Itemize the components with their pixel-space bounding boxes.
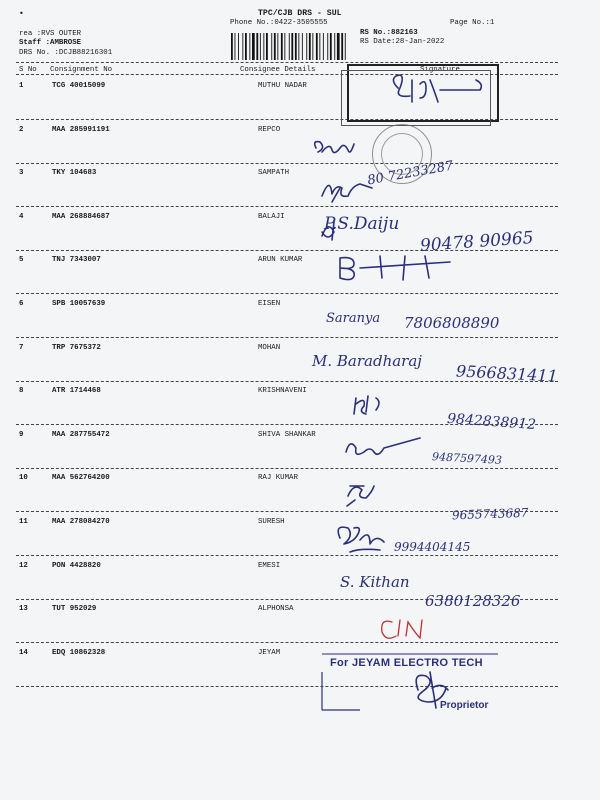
col-consignment: Consignment No: [50, 66, 113, 74]
signature-row-1: [393, 75, 481, 102]
area-label: rea :RVS OUTER: [19, 30, 82, 38]
signature-row-11: [338, 527, 384, 552]
hand-name-row-12: S. Kithan: [340, 573, 410, 591]
row-consignee-name: SAMPATH: [258, 169, 290, 178]
row-consignee-name: MUTHU NADAR: [258, 82, 307, 90]
col-signature: Signature: [420, 66, 460, 74]
drs-number: DRS No. :DCJB88216301: [19, 49, 113, 57]
signature-row-5: [340, 256, 450, 280]
hand-phone-row-3: 80 72233287: [366, 158, 455, 189]
row-consignee-name: RAJ KUMAR: [258, 474, 298, 483]
row-consignment-no: MAA 287755472: [52, 430, 110, 439]
hand-name-row-4: P.S.Daiju: [324, 214, 400, 234]
row-consignment-no: EDQ 10862328: [52, 648, 106, 657]
row-serial: 1: [19, 82, 24, 90]
row-consignee-name: MOHAN: [258, 343, 281, 352]
col-sno: S No: [19, 66, 37, 74]
row-consignee-name: BALAJI: [258, 212, 285, 221]
row-consignee-name: REPCO: [258, 125, 281, 134]
row-consignee-name: SURESH: [258, 518, 285, 526]
row-consignment-no: PON 4428820: [52, 561, 101, 570]
col-consignee-details: Consignee Details: [240, 66, 316, 74]
row-serial: 10: [19, 474, 28, 483]
row-serial: 6: [19, 300, 24, 308]
row-consignee-name: ALPHONSA: [258, 605, 294, 614]
page-number: Page No.:1: [450, 19, 495, 27]
row-consignment-no: ATR 1714468: [52, 387, 101, 396]
row-serial: 14: [19, 648, 28, 657]
row-serial: 8: [19, 387, 24, 396]
row-consignment-no: TNJ 7343007: [52, 256, 101, 265]
row-consignment-no: TRP 7675372: [52, 343, 101, 352]
hand-phone-row-9: 9487597493: [431, 450, 503, 467]
company-stamp-name: For JEYAM ELECTRO TECH: [330, 657, 483, 669]
row-serial: 12: [19, 561, 28, 570]
row-serial: 5: [19, 256, 24, 265]
row-consignment-no: MAA 562764200: [52, 474, 110, 483]
row-serial: 7: [19, 343, 24, 352]
report-title: TPC/CJB DRS - SUL: [258, 9, 342, 18]
signature-row-2: [315, 142, 354, 153]
row-serial: 3: [19, 169, 24, 178]
company-stamp-role: Proprietor: [440, 700, 489, 711]
row-consignment-no: MAA 285991191: [52, 125, 110, 134]
rs-date: RS Date:28-Jan-2022: [360, 38, 445, 46]
row-consignment-no: TKY 104683: [52, 169, 97, 178]
hand-phone-row-4: 90478 90965: [419, 228, 535, 256]
row-consignment-no: MAA 268884687: [52, 212, 110, 221]
hand-phone-row-7: 9566831411: [455, 361, 559, 386]
signature-row-9: [346, 438, 420, 454]
staff-label: Staff :AMBROSE: [19, 39, 82, 47]
row-consignee-name: EMESI: [258, 561, 281, 570]
row-consignment-no: MAA 278084270: [52, 518, 110, 526]
hand-phone-row-11: 9655743687: [451, 505, 529, 523]
phone-number: Phone No.:0422-3505555: [230, 19, 328, 27]
row-consignee-name: ARUN KUMAR: [258, 256, 303, 265]
hand-name-row-7: M. Baradharaj: [312, 352, 422, 370]
signature-row-3: [322, 184, 372, 202]
signature-row-10: [347, 486, 374, 506]
row-serial: 2: [19, 125, 24, 134]
row-serial: 13: [19, 605, 28, 614]
row-consignment-no: SPB 10057639: [52, 300, 106, 308]
corner-mark: •: [19, 9, 24, 18]
row-consignee-name: SHIVA SHANKAR: [258, 430, 316, 439]
row-consignee-name: EISEN: [258, 300, 281, 308]
row-consignment-no: TCG 40015099: [52, 82, 106, 90]
hand-name-row-6: Saranya: [326, 311, 381, 326]
row-serial: 9: [19, 430, 24, 439]
hand-phone2-row-11: 9994404145: [394, 540, 471, 554]
row-serial: 4: [19, 212, 24, 221]
hand-phone-row-8: 9842838912: [446, 410, 537, 434]
row-serial: 11: [19, 518, 28, 526]
hand-phone-row-12: 6380128326: [425, 592, 521, 610]
row-consignment-no: TUT 952029: [52, 605, 97, 614]
signature-row-8: [354, 396, 379, 414]
rs-number: RS No.:882163: [360, 29, 418, 37]
row-consignee-name: JEYAM: [258, 648, 281, 657]
hand-phone-row-6: 7806808890: [404, 314, 500, 332]
row-consignee-name: KRISHNAVENI: [258, 387, 307, 396]
